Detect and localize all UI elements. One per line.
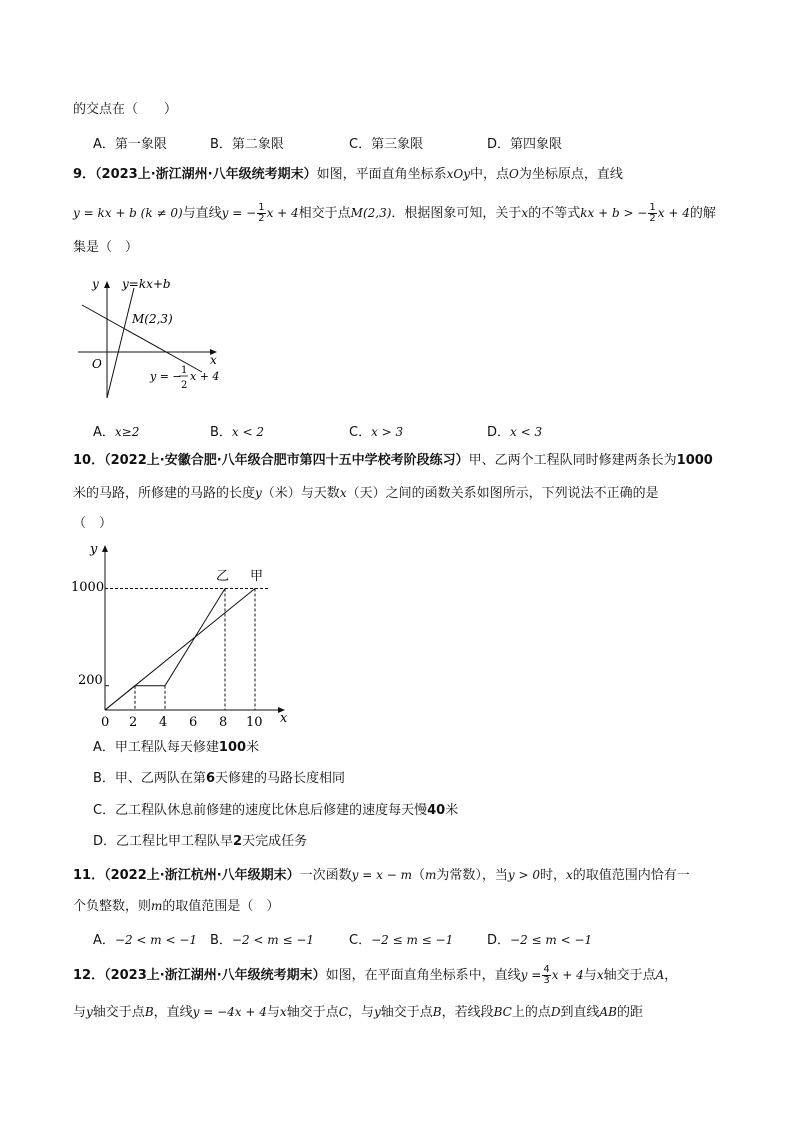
q12-text: 的距: [616, 1005, 643, 1020]
fraction-num: 4: [543, 964, 550, 975]
q12-text: 到直线: [560, 1005, 600, 1020]
option-text: 乙工程队休息前修建的速度比休息后修建的速度每天慢: [115, 803, 428, 818]
q12-number: 12．: [73, 968, 105, 983]
q11-number: 11．: [73, 868, 105, 883]
q9-line-kx-b: [107, 288, 134, 398]
q12-text: 轴交于点: [380, 1005, 433, 1020]
option-letter: A．: [93, 740, 115, 755]
q9-fig-line-label: y=kx+b: [122, 277, 171, 291]
q11-text: 为常数），当: [436, 868, 508, 883]
fraction: [257, 203, 265, 224]
q9-text: 相交于点: [298, 206, 351, 221]
q10-tick-1000: 1000: [71, 580, 105, 595]
fraction-num: 1: [258, 202, 265, 213]
option-text: 米: [445, 803, 459, 818]
q9-math: O: [509, 167, 519, 181]
q10-number: 10．: [73, 453, 105, 468]
q9-text: 与直线: [182, 206, 222, 221]
option-expr: x < 2: [231, 425, 265, 439]
q9-line-3: 集是（ ）: [73, 240, 139, 255]
q9-option-c: [349, 421, 403, 440]
q9-fig-eq2-a: y = −: [150, 370, 182, 383]
q12-line-2: [73, 1003, 643, 1022]
q12-math: x + 4: [551, 968, 584, 982]
q10-figure: [70, 536, 300, 728]
q12-text: 上的点: [511, 1005, 551, 1020]
q11-line-2: [73, 897, 279, 916]
q9-math: x + 4: [266, 206, 299, 220]
q12-math: BC: [493, 1005, 512, 1019]
q9-fig-eq2-num: 1: [181, 365, 188, 376]
q11-option-a: [93, 929, 197, 948]
q11-math: m: [151, 899, 163, 913]
option-expr: −2 < m ≤ −1: [231, 933, 315, 947]
q9-text: ．根据图象可知，关于: [391, 206, 522, 221]
q12-text: 轴交于点: [92, 1005, 145, 1020]
q10-option-d: [93, 833, 307, 851]
fraction: [648, 203, 656, 224]
q10-tick-4: 4: [159, 715, 168, 728]
fraction: [542, 965, 550, 986]
q9-fig-m-label: M(2,3): [132, 312, 173, 326]
q11-math: y > 0: [507, 868, 540, 882]
q10-line-2: [73, 484, 659, 503]
q9-math: x: [521, 206, 529, 220]
q12-math: x: [279, 1005, 287, 1019]
q9-text: 为坐标原点，直线: [518, 167, 623, 182]
q10-option-c: [93, 802, 458, 820]
q9-fig-eq2-b: x + 4: [190, 370, 220, 383]
q11-math: y = x − m: [351, 868, 412, 882]
q12-text: 与: [266, 1005, 280, 1020]
q10-fig-x-label: x: [280, 711, 288, 726]
fraction-den: 2: [649, 213, 656, 224]
q10-option-b: [93, 770, 345, 788]
q12-text: 轴交于点: [286, 1005, 339, 1020]
option-letter: B．: [210, 933, 232, 948]
option-letter: D．: [487, 425, 511, 440]
q9-fig-eq2-den: 2: [181, 380, 188, 391]
q12-math: y =: [520, 968, 542, 982]
q9-number: 9．: [73, 167, 96, 182]
option-expr: x < 3: [510, 425, 543, 439]
q10-line-1: [73, 452, 713, 470]
option-letter: B．: [210, 425, 232, 440]
option-letter: B．: [93, 771, 115, 786]
q12-math: B: [144, 1005, 154, 1019]
option-letter: A．: [93, 933, 115, 948]
q11-text: 个负整数，则: [73, 899, 152, 914]
q10-tick-6: 6: [189, 715, 198, 728]
q11-text: 的取值范围是（ ）: [162, 899, 280, 914]
q9-figure: [70, 268, 230, 404]
q9-option-a: [93, 421, 139, 440]
q9-math: M(2,3): [350, 206, 392, 220]
q10-text: 甲、乙两个工程队同时修建两条长为: [468, 453, 677, 468]
q10-tick-2: 2: [129, 715, 138, 728]
q10-option-a: [93, 739, 259, 757]
q12-math: C: [338, 1005, 348, 1019]
q12-math: D: [550, 1005, 561, 1019]
q10-label-yi: 乙: [216, 569, 230, 584]
q12-math: B: [432, 1005, 442, 1019]
q10-source: （2022上·安徽合肥·八年级合肥市第四十五中学校考阶段练习）: [104, 453, 469, 468]
q9-line-1: [73, 165, 623, 184]
q11-option-d: [487, 929, 592, 948]
q9-text: 的不等式: [528, 206, 581, 221]
q10-tick-0: 0: [101, 715, 110, 728]
option-expr: −2 ≤ m < −1: [510, 933, 593, 947]
q10-text: （米）与天数: [261, 486, 340, 501]
option-expr: x > 3: [371, 425, 404, 439]
q9-fig-x-label: x: [210, 353, 217, 367]
option-num: 2: [233, 834, 243, 849]
q9-math: y = kx + b (k ≠ 0): [73, 206, 183, 220]
option-num: 100: [218, 740, 247, 755]
option-letter: C．: [349, 425, 372, 440]
q10-line-yi-seg3: [165, 589, 225, 686]
q10-text: 米的马路，所修建的马路的长度: [73, 486, 256, 501]
q12-source: （2023上·浙江湖州·八年级统考期末）: [104, 968, 326, 983]
q10-label-jia: 甲: [250, 569, 264, 584]
q11-text: 时，: [540, 868, 567, 883]
option-letter: C．: [349, 933, 372, 948]
q9-option-d: [487, 421, 542, 440]
q8-option-d: D．第四象限: [487, 137, 563, 152]
q12-text: 如图，在平面直角坐标系中，直线: [325, 968, 521, 983]
q9-math: xOy: [446, 167, 471, 181]
q9-fig-origin: O: [92, 357, 102, 371]
q11-option-b: [210, 929, 314, 948]
option-text: 甲、乙两队在第: [114, 771, 206, 786]
q10-text: 1000: [676, 453, 713, 468]
q9-text: 如图，平面直角坐标系: [316, 167, 447, 182]
q12-line-1: [73, 965, 677, 986]
q10-math: y: [255, 486, 262, 500]
q10-text: （天）之间的函数关系如图所示，下列说法不正确的是: [346, 486, 659, 501]
option-letter: A．: [93, 425, 115, 440]
q9-math: x + 4: [657, 206, 690, 220]
q12-text: 与: [583, 968, 597, 983]
q12-text: 与: [360, 1005, 374, 1020]
q12-text: ，直线: [153, 1005, 193, 1020]
option-expr: x≥2: [114, 425, 140, 439]
q10-fig-y-label: y: [90, 542, 98, 557]
option-text: 天修建的马路长度相同: [214, 771, 345, 786]
q10-line-3: （ ）: [73, 516, 113, 531]
q9-option-b: [210, 421, 264, 440]
q11-math: x: [566, 868, 573, 882]
q9-math: y = −: [221, 206, 257, 220]
option-letter: D．: [93, 834, 117, 849]
option-expr: −2 ≤ m ≤ −1: [371, 933, 454, 947]
option-letter: D．: [487, 933, 511, 948]
option-text: 天完成任务: [242, 834, 308, 849]
q9-line-2: [73, 203, 716, 224]
option-text: 乙工程比甲工程队早: [116, 834, 234, 849]
q8-option-b: B．第二象限: [210, 137, 284, 152]
q10-math: x: [339, 486, 347, 500]
q10-line-yi-seg1: [105, 686, 135, 710]
q12-text: 轴交于点: [603, 968, 656, 983]
q11-text: 一次函数: [299, 868, 352, 883]
q9-source: （2023上·浙江湖州·八年级统考期末）: [95, 167, 317, 182]
q11-text: 的取值范围内恰有一: [572, 868, 690, 883]
q12-text: ，: [347, 1005, 361, 1020]
fraction-num: 1: [649, 202, 656, 213]
q9-fig-y-label: y: [92, 277, 99, 291]
q12-text: ，: [664, 968, 678, 983]
option-text: 米: [246, 740, 260, 755]
q12-math: y = −4x + 4: [192, 1005, 267, 1019]
q11-option-c: [349, 929, 453, 948]
q12-math: AB: [599, 1005, 617, 1019]
q12-text: ，若线段: [441, 1005, 494, 1020]
q12-math: A: [655, 968, 665, 982]
q8-option-c: C．第三象限: [349, 137, 424, 152]
option-text: 甲工程队每天修建: [114, 740, 219, 755]
fraction-den: 2: [258, 213, 265, 224]
option-num: 6: [205, 771, 215, 786]
option-letter: C．: [93, 803, 116, 818]
q11-source: （2022上·浙江杭州·八年级期末）: [104, 868, 300, 883]
q10-tick-8: 8: [219, 715, 228, 728]
q10-tick-10: 10: [246, 715, 263, 728]
q11-line-1: [73, 866, 690, 885]
q11-text: （: [411, 868, 425, 883]
q12-math: x: [596, 968, 604, 982]
q9-text: 中，点: [470, 167, 510, 182]
q12-math: y: [86, 1005, 93, 1019]
q8-option-a: A．第一象限: [93, 137, 167, 152]
q9-math: kx + b > −: [580, 206, 648, 220]
q12-math: y: [373, 1005, 381, 1019]
q10-tick-200: 200: [78, 673, 103, 688]
option-expr: −2 < m < −1: [114, 933, 198, 947]
q12-text: 与: [73, 1005, 87, 1020]
q11-math: m: [424, 868, 437, 882]
q8-tail: 的交点在（ ）: [73, 102, 178, 117]
fraction-den: 3: [543, 975, 550, 986]
q9-text: 的解: [689, 206, 716, 221]
option-num: 40: [427, 803, 446, 818]
